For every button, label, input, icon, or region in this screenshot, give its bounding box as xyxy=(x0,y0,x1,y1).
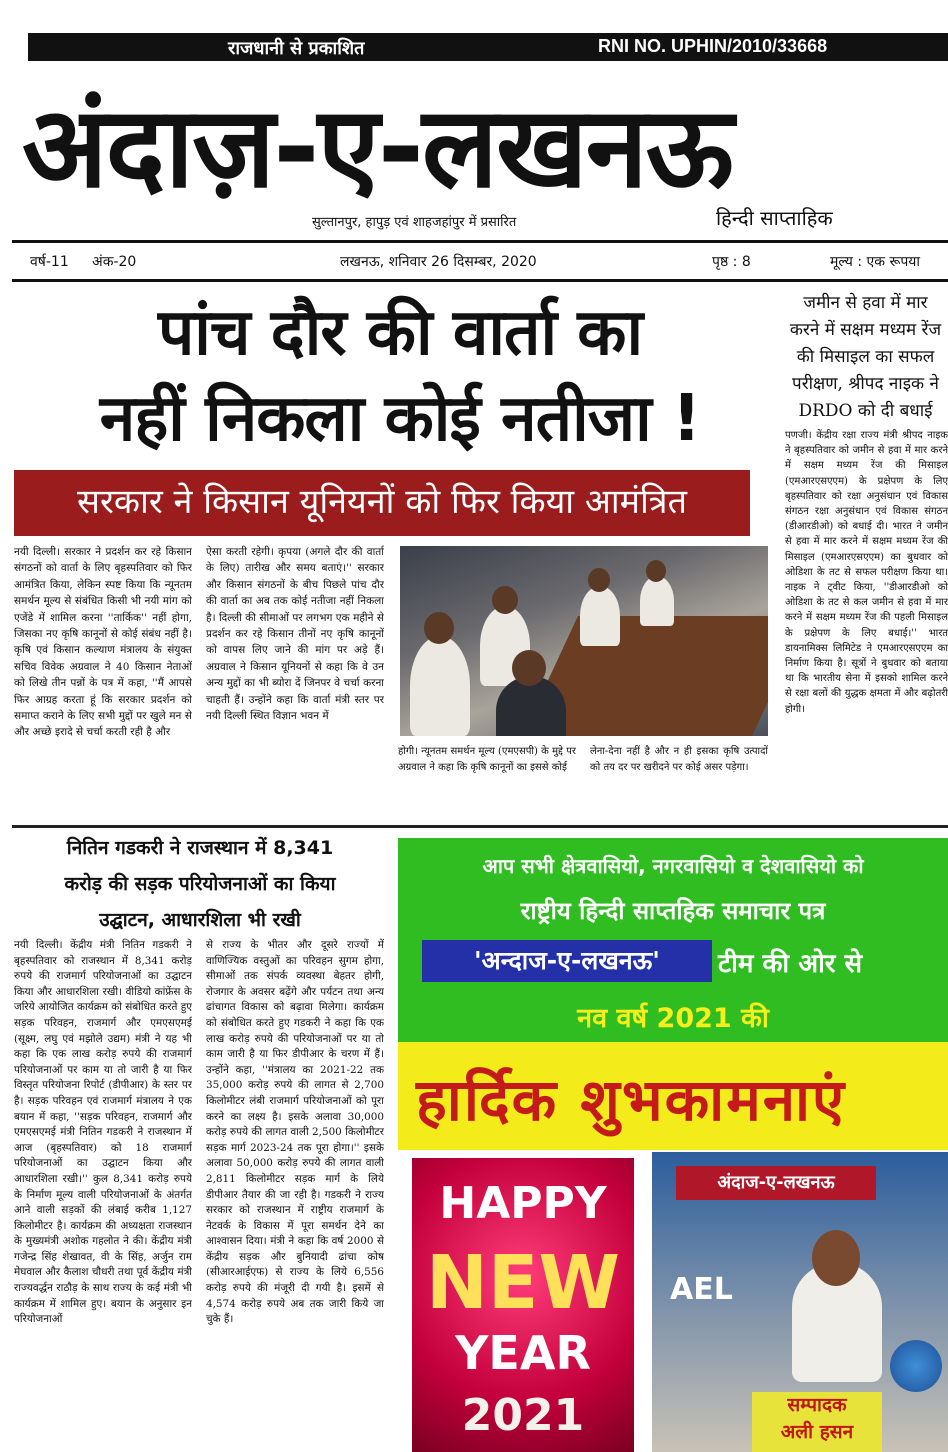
editor-photo xyxy=(652,1152,948,1452)
newspaper-type: हिन्दी साप्ताहिक xyxy=(716,206,833,230)
photo-caption-2: लेना-देना नहीं है और न ही इसका कृषि उत्पादों को तय दर पर खरीदने पर कोई असर पड़ेगा। xyxy=(590,746,768,773)
meeting-photo xyxy=(400,546,768,736)
greeting-text: हार्दिक शुभकामनाएं xyxy=(416,1066,847,1134)
ad-line-1: आप सभी क्षेत्रवासियो, नगरवासियो व देशवासियो को xyxy=(482,854,864,878)
circulation-line: सुल्तानपुर, हापुड़ एवं शाहजहांपुर में प्रसारित xyxy=(312,215,517,230)
hny-happy: HAPPY xyxy=(439,1178,607,1229)
editor-name: अली हसन xyxy=(780,1421,854,1443)
top-bar xyxy=(28,33,948,61)
editor-title: सम्पादक xyxy=(787,1394,847,1416)
rni-number: RNI NO. UPHIN/2010/33668 xyxy=(598,36,828,56)
photo-caption-1: होगी। न्यूनतम समर्थन मूल्य (एमएसपी) के मुद्दे पर अग्रवाल ने कहा कि कृषि कानूनों का इससे कोई xyxy=(398,746,576,773)
side-headline-line: करने में सक्षम मध्यम रेंज xyxy=(789,320,942,340)
editor-face xyxy=(812,1230,860,1286)
second-column-1: नयी दिल्ली। केंद्रीय मंत्री नितिन गडकरी ने बृहस्पतिवार को राजस्थान में 8,341 करोड़ रुपये की राजमार्ग परियोजनाओं का उद्घाटन किया और आधारशिला रखी। वीडियो कांफ्रेंस के जरिये आयोजित कार्यक्रम को संबोधित करते हुए सड़क परिवहन, राजमार्ग और एमएसएमई (सूक्ष्म, लघु एवं मझोले उद्यम) मंत्री ने यह भी कहा कि एक लाख करोड़ रुपये की राजमार्ग परियोजनाओं पर काम या तो जारी है या फिर विस्तृत परियोजना रिपोर्ट (डीपीआर) के स्तर पर है। सड़क परिवहन एवं राजमार्ग मंत्रालय ने एक बयान में कहा, ''सड़क परिवहन, राजमार्ग और एमएसएमई मंत्री नितिन गडकरी ने राजस्थान में आज (बृहस्पतिवार) को 18 राजमार्ग परियोजनाओं का उद्घाटन किया और आधारशिला रखी।'' कुल 8,341 करोड़ रुपये के निर्माण मूल्य वाली परियोजनाओं के अंतर्गत आने वाली सड़कों की लंबाई करीब 1,127 किलोमीटर है। कार्यक्रम की अध्यक्षता राजस्थान के मुख्यमंत्री अशोक गहलोत ने की। केंद्रीय मंत्री गजेन्द्र सिंह शेखावत, वी के सिंह, अर्जुन राम मेघवाल और कैलाश चौधरी तथा पूर्व केंद्रीय मंत्री राज्यवर्द्धन राठौड़ के साथ राज्य के कई मंत्री भी कार्यक्रम में शामिल हुए। बयान के अनुसार इन परियोजनाओं xyxy=(14,939,192,1326)
hny-2021: 2021 xyxy=(461,1390,585,1441)
price: मूल्य : एक रूपया xyxy=(830,254,921,270)
happy-new-year-image xyxy=(412,1158,634,1452)
side-headline-line: परीक्षण, श्रीपद नाइक ने xyxy=(792,374,939,394)
globe-icon xyxy=(890,1340,942,1392)
ad-line-2: राष्ट्रीय हिन्दी साप्तहिक समाचार पत्र xyxy=(520,897,826,925)
hny-year: YEAR xyxy=(455,1326,591,1380)
ad-paper-badge: 'अन्दाज-ए-लखनऊ' xyxy=(422,940,712,982)
page-count: पृष्ठ : 8 xyxy=(712,254,751,270)
section-divider xyxy=(12,825,948,828)
issue-number: अंक-20 xyxy=(92,254,137,270)
ad-line-3: टीम की ओर से xyxy=(718,949,863,979)
office-sign: अंदाज-ए-लखनऊ xyxy=(676,1166,876,1200)
second-headline-line1: नितिन गडकरी ने राजस्थान में 8,341 xyxy=(66,837,334,859)
side-headline xyxy=(783,290,948,425)
greeting-banner xyxy=(398,1042,948,1150)
second-headline-line3: उद्घाटन, आधारशिला भी रखी xyxy=(99,909,301,931)
greeting-ad xyxy=(398,838,948,1042)
side-headline-line: DRDO को दी बधाई xyxy=(798,401,933,421)
side-story-body: पणजी। केंद्रीय रक्षा राज्य मंत्री श्रीपद नाइक ने बृहस्पतिवार को जमीन से हवा में मार करने में सक्षम मध्यम रेंज की मिसाइल (एमआरएसएएम) के प्रक्षेपण के लिए बृहस्पतिवार को रक्षा अनुसंधान एवं विकास संगठन रक्षा अनुसंधान एवं विकास संगठन (डीआरडीओ) को बधाई दी। भारत ने जमीन से हवा में मार करने में सक्षम मध्यम रेंज की मिसाइल (एमआरएसएएम) का बुधवार को ओडिशा के तट से सफल परीक्षण किया था। नाइक ने ट्वीट किया, ''डीआरडीओ को ओडिशा के तट से कल जमीन से हवा में मार करने में सक्षम मध्यम रेंज की पहली मिसाइल के प्रक्षेपण के लिए बधाई।'' भारत डायनामिक्स लिमिटेड ने एमआरएसएएम का निर्माण किया है। सूत्रों ने बुधवार को बताया था कि भारतीय सेना में इसको शामिल करने से रक्षा बलों की युद्धक क्षमता में और बढ़ोतरी होगी। xyxy=(785,430,948,715)
second-headline xyxy=(14,830,386,938)
ael-logo: AEL xyxy=(670,1272,733,1307)
editor-label xyxy=(752,1392,882,1452)
hny-new: NEW xyxy=(425,1240,621,1326)
lead-headline xyxy=(30,290,770,462)
lead-column-2: ऐसा करती रहेगी। कृपया (अगले दौर की वार्ता के लिए) तारीख और समय बताएं।'' सरकार और किसान संगठनों के बीच पिछले पांच दौर की वार्ता का अब तक कोई नतीजा नहीं निकला है। दिल्ली की सीमाओं पर लगभग एक महीने से प्रदर्शन कर रहे किसान तीनों नए कृषि कानूनों को वापस लिए जाने की मांग पर अड़े हैं। अग्रवाल ने किसान यूनियनों से कहा कि वे उन अन्य मुद्दों का भी ब्योरा दें जिनपर वे चर्चा करना चाहती हैं। उन्होंने कहा कि वार्ता मंत्री स्तर पर नयी दिल्ली स्थित विज्ञान भवन में xyxy=(206,546,384,723)
side-headline-line: जमीन से हवा में मार xyxy=(803,293,928,313)
lead-column-1: नयी दिल्ली। सरकार ने प्रदर्शन कर रहे किसान संगठनों को वार्ता के लिए बृहस्पतिवार को फिर आमंत्रित किया, लेकिन स्पष्ट किया कि न्यूनतम समर्थन मूल्य से संबंधित किसी भी नयी मांग को एजेंडे में शामिल करना ''तार्किक'' नहीं होगा, जिसका नए कृषि कानूनों से कोई संबंध नहीं है। कृषि एवं किसान कल्याण मंत्रालय के संयुक्त सचिव विवेक अग्रवाल ने 40 किसान नेताओं को लिखे तीन पन्नों के पत्र में कहा, ''मैं आपसे फिर आग्रह करता हूं कि सरकार प्रदर्शन को समाप्त कराने के लिए सभी मुद्दों पर खुले मन से और अच्छे इरादे से चर्चा करती रही है और xyxy=(14,546,192,739)
second-column-2: से राज्य के भीतर और दूसरे राज्यों में वाणिज्यिक वस्तुओं का परिवहन सुगम होगा, सीमाओं तक संपर्क व्यवस्था बेहतर होगी, रोजगार के अवसर बढ़ेंगे और पर्यटन तथा अन्य ढांचागत विकास को बढ़ावा मिलेगा। कार्यक्रम को संबोधित करते हुए गडकरी ने कहा कि एक लाख करोड़ रुपये की परियोजनाओं पर या तो काम जारी है या फिर डीपीआर के चरण में हैं। उन्होंने कहा, ''मंत्रालय का 2021-22 तक 35,000 करोड़ रुपये की लागत से 2,700 किलोमीटर लंबी राजमार्ग परियोजनाओं को पूरा करने का लक्ष्य है। इसके अलावा 30,000 करोड़ रुपये की लागत वाली 2,500 किलोमीटर सड़क मार्ग 2023-24 तक पूरा होगा।'' इसके अलावा 50,000 करोड़ रुपये की लागत वाली 2,811 किलोमीटर सड़क मार्ग के लिये डीपीआर तैयार की जा रही है। गडकरी ने राज्य सरकार को राजस्थान में राष्ट्रीय राजमार्ग के नेटवर्क के विकास में पूरा समर्थन देने का आश्वासन दिया। मंत्री ने कहा कि वर्ष 2000 से केंद्रीय सड़क और बुनियादी ढांचा कोष (सीआरआईएफ) से राज्य के लिये 6,556 करोड़ रुपये की मंजूरी दी गयी है। इसमें से 4,574 करोड़ रुपये अब तक जारी किये जा चुके हैं। xyxy=(206,939,384,1326)
lead-subhead: सरकार ने किसान यूनियनों को फिर किया आमंत्रित xyxy=(14,470,750,536)
second-headline-line2: करोड़ की सड़क परियोजनाओं का किया xyxy=(64,873,336,895)
lead-headline-line1: पांच दौर की वार्ता का xyxy=(157,296,643,370)
place-date: लखनऊ, शनिवार 26 दिसम्बर, 2020 xyxy=(340,254,537,270)
ad-line-4: नव वर्ष 2021 की xyxy=(577,1003,769,1034)
published-from: राजधानी से प्रकाशित xyxy=(228,38,365,59)
side-headline-line: की मिसाइल का सफल xyxy=(796,347,935,367)
issue-info-bar xyxy=(12,240,948,282)
volume: वर्ष-11 xyxy=(30,254,69,270)
lead-headline-line2: नहीं निकला कोई नतीजा ! xyxy=(99,382,701,456)
newspaper-title: अंदाज़-ए-लखनऊ xyxy=(22,83,732,213)
